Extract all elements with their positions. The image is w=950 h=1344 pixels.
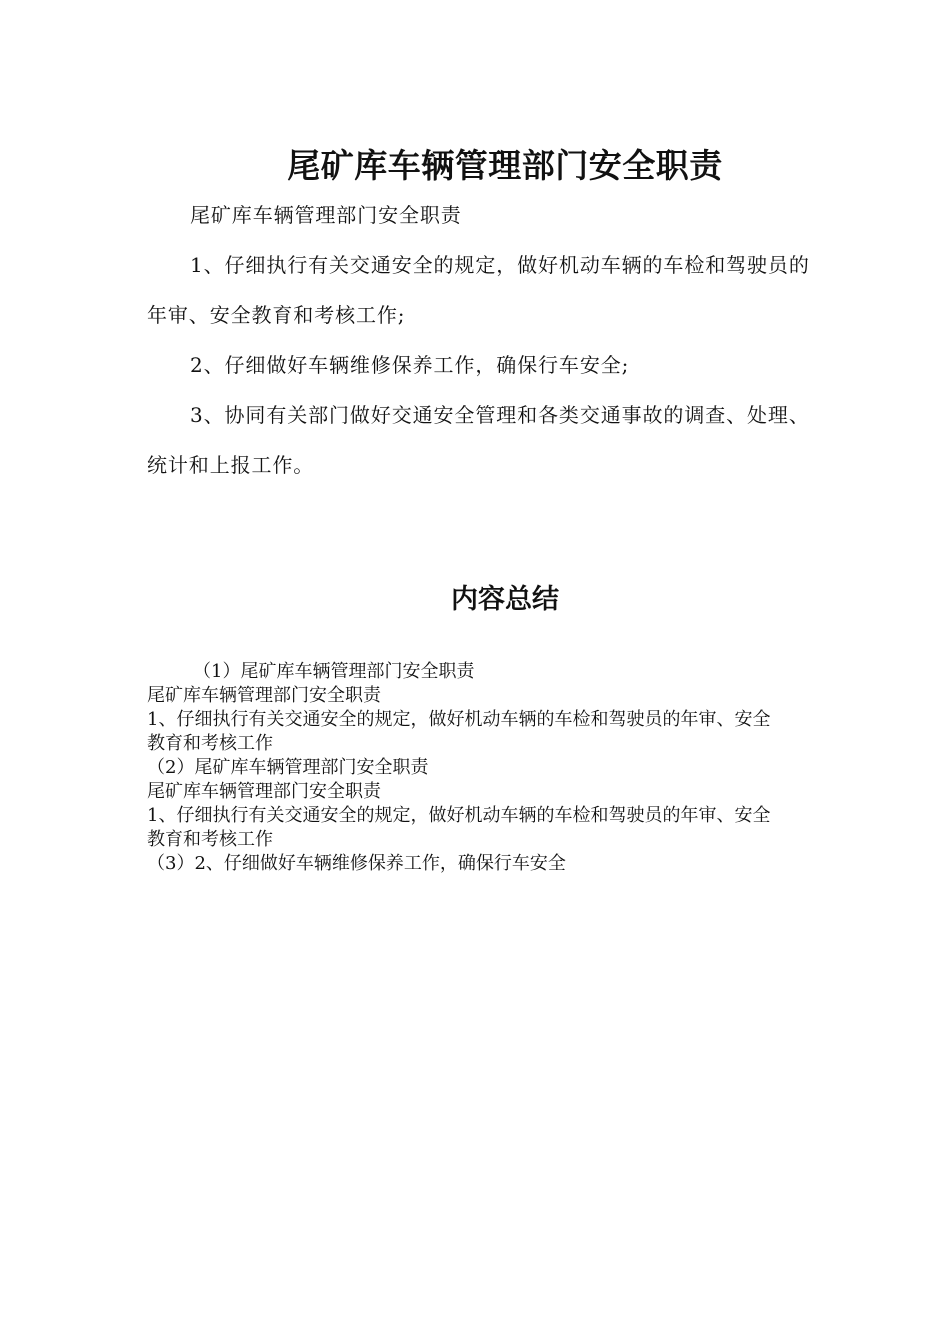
document-title: 尾矿库车辆管理部门安全职责	[287, 146, 723, 186]
summary-line-7: （3）2、仔细做好车辆维修保养工作，确保行车安全	[147, 853, 566, 874]
summary-line-4: （2）尾矿库车辆管理部门安全职责	[147, 757, 429, 778]
summary-line-1: （1）尾矿库车辆管理部门安全职责	[193, 661, 475, 682]
summary-line-2: 尾矿库车辆管理部门安全职责	[147, 685, 381, 706]
summary-title: 内容总结	[451, 584, 559, 616]
body-paragraph-heading: 尾矿库车辆管理部门安全职责	[190, 203, 462, 227]
body-paragraph-item-1: 1、仔细执行有关交通安全的规定，做好机动车辆的车检和驾驶员的年审、安全教育和考核工作;	[147, 253, 810, 327]
body-paragraph-item-2: 2、仔细做好车辆维修保养工作，确保行车安全;	[190, 353, 630, 377]
summary-section	[147, 660, 787, 876]
summary-line-6: 1、仔细执行有关交通安全的规定，做好机动车辆的车检和驾驶员的年审、安全教育和考核工作	[147, 805, 771, 850]
document-body	[147, 190, 812, 490]
summary-line-5: 尾矿库车辆管理部门安全职责	[147, 781, 381, 802]
body-paragraph-item-3: 3、协同有关部门做好交通安全管理和各类交通事故的调查、处理、统计和上报工作。	[147, 403, 810, 477]
summary-line-3: 1、仔细执行有关交通安全的规定，做好机动车辆的车检和驾驶员的年审、安全教育和考核工作	[147, 709, 771, 754]
